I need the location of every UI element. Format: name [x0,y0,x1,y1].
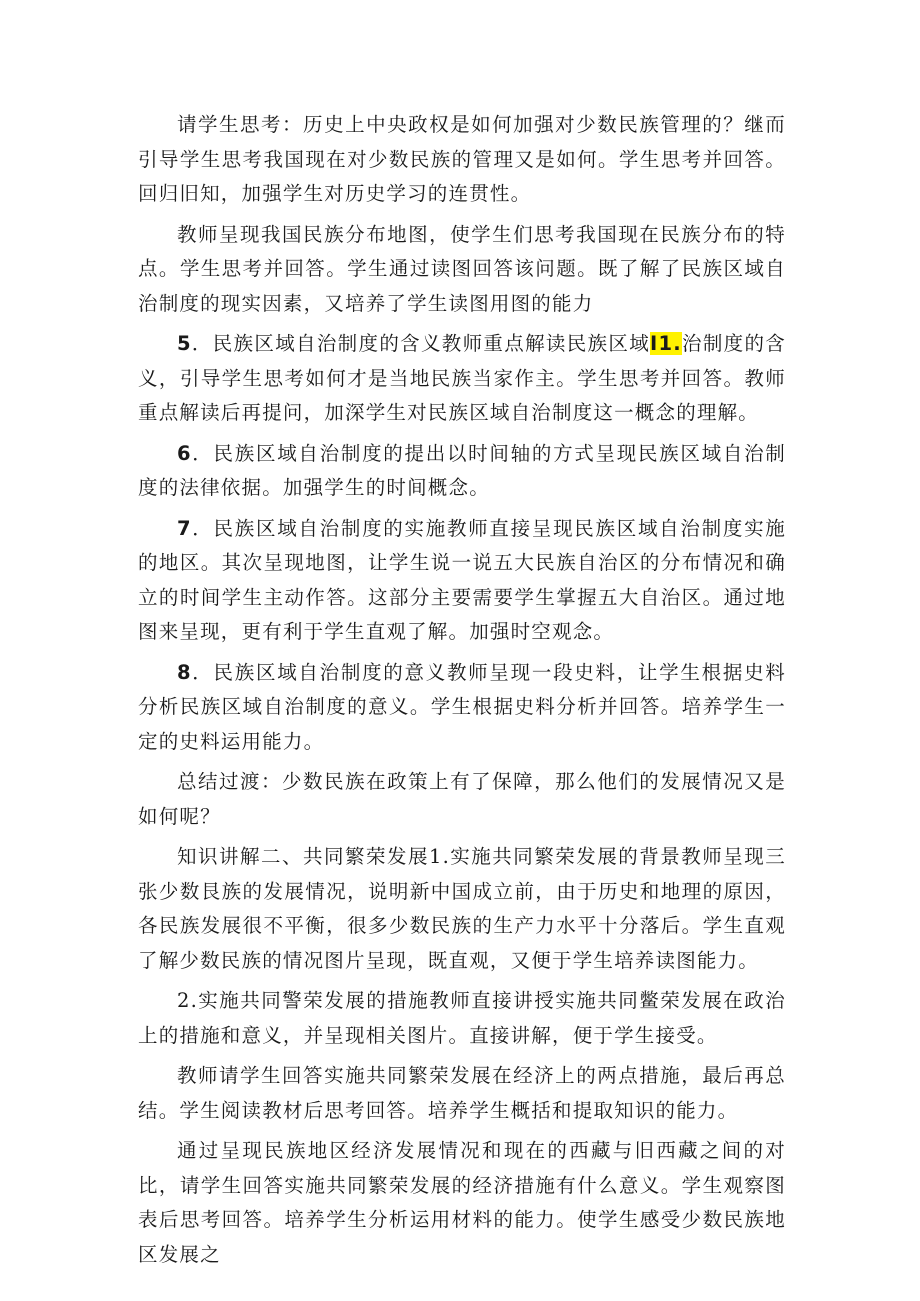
paragraph-comparison: 通过呈现民族地区经济发展情况和现在的西藏与旧西藏之间的对比，请学生回答实施共同繁荣发展的经济措施有什么意义。学生观察图表后思考回答。培养学生分析运用材料的能力。使学生感受少数民族地区发展之 [138,1139,786,1266]
paragraph-text: ．民族区域自治制度的含义教师重点解读民族区域 [191,332,651,355]
highlighted-text: I1. [650,332,682,355]
item-number: 5 [177,332,192,355]
paragraph-economic-measures: 教师请学生回答实施共同繁荣发展在经济上的两点措施，最后再总结。学生阅读教材后思考回答。培养学生概括和提取知识的能力。 [138,1064,786,1122]
paragraph-text: ．民族区域自治制度的实施教师直接呈现民族区域自治制度实施的地区。其次呈现地图，让学生说一说五大民族自治区的分布情况和确立的时间学生主动作答。这部分主要需要学生掌握五大自治区。通过地图来呈现，更有利于学生直观了解。加强时空观念。 [138,516,786,643]
paragraph-text: ．民族区域自治制度的意义教师呈现一段史料，让学生根据史料分析民族区域自治制度的意义。学生根据史料分析并回答。培养学生一定的史料运用能力。 [138,660,786,753]
paragraph-item-8 [138,656,786,760]
paragraph-item-5 [138,327,786,431]
paragraph-measures: 2.实施共同警荣发展的措施教师直接讲授实施共同鳖荣发展在政治上的措施和意义，并呈现相关图片。直接讲解，便于学生接受。 [138,989,786,1047]
document-body [138,108,786,1278]
paragraph-text: ．民族区域自治制度的提出以时间轴的方式呈现民族区域自治制度的法律依据。加强学生的时间概念。 [138,441,786,499]
paragraph-think-question: 请学生思考：历史上中央政权是如何加强对少数民族管理的？继而引导学生思考我国现在对少数民族的管理又是如何。学生思考并回答。回归旧知，加强学生对历史学习的连贯性。 [138,113,786,205]
paragraph-item-6 [138,437,786,506]
paragraph-summary-transition: 总结过渡：少数民族在政策上有了保障，那么他们的发展情况又是如何呢？ [138,770,786,828]
item-number: 7 [177,516,192,540]
item-number: 8 [177,660,192,684]
paragraph-item-7 [138,512,786,650]
item-number: 6 [177,441,192,465]
paragraph-knowledge-two: 知识讲解二、共同繁荣发展1.实施共同繁荣发展的背景教师呈现三张少数艮族的发展情况，说明新中国成立前，由于历史和地理的原因，各民族发展很不平衡，很多少数民族的生产力水平十分落后。学生直观了解少数民族的情况图片呈现，既直观，又便于学生培养读图能力。 [138,845,786,972]
paragraph-text: 治制度的含义，引导学生思考如何才是当地民族当家作主。学生思考并回答。教师重点解读后再提问，加深学生对民族区域自治制度这一概念的理解。 [138,332,786,424]
paragraph-map-distribution: 教师呈现我国民族分布地图，使学生们思考我国现在民族分布的特点。学生思考并回答。学生通过读图回答该问题。既了解了民族区域自治制度的现实因素，又培养了学生读图用图的能力 [138,222,786,315]
